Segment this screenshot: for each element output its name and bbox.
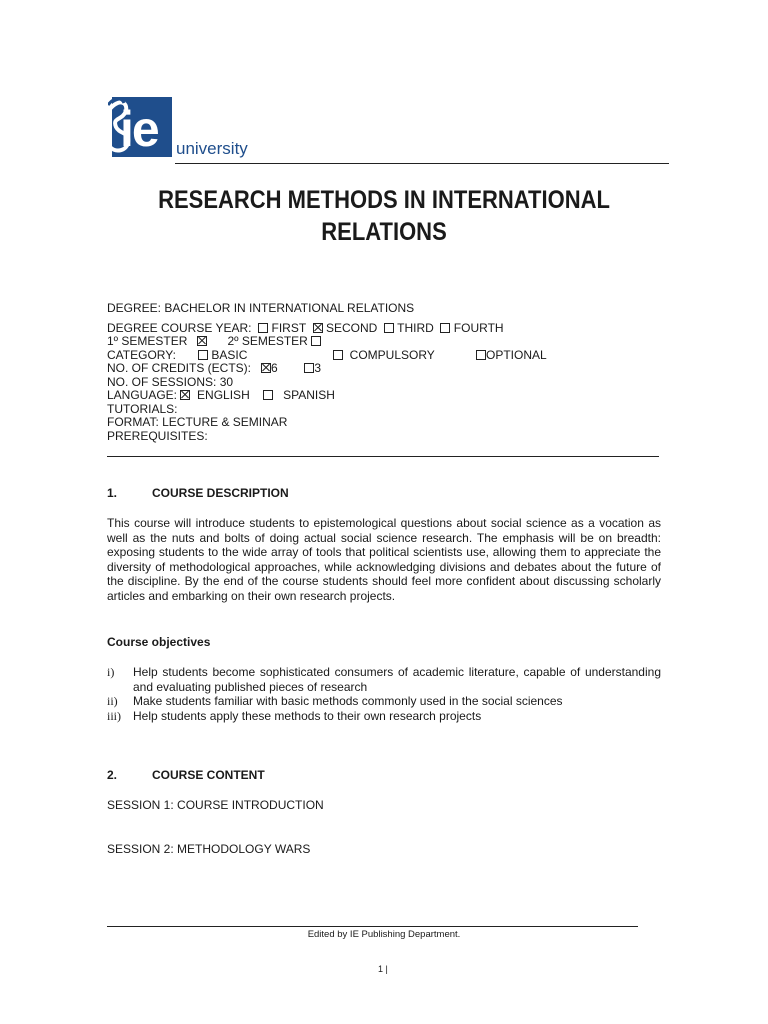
course-description-text: This course will introduce students to epistemological questions about social science as a vocation as well as the nuts and bolts of doing actual social science research. The emphasis will be on breadth: exposing students to the wide array of tools that political scientists use, allowing them to appreciate the diversity of methodological approaches, while acknowledging divisions and debates about the future of the discipline. By the end of the course students should feel more confident about discussing scholarly articles and embarking on their own research projects. — [107, 516, 661, 603]
language-row — [107, 388, 335, 402]
section1-number: 1. — [107, 486, 118, 500]
objective-marker: ii) — [107, 694, 118, 708]
year-first-label: FIRST — [271, 321, 306, 335]
checkbox-optional[interactable] — [476, 350, 486, 360]
checkbox-credits-3[interactable] — [304, 363, 314, 373]
tutorials-line: TUTORIALS: — [107, 402, 178, 416]
objective-item — [107, 709, 661, 724]
objectives-list — [107, 665, 661, 724]
credits-3-label: 3 — [314, 361, 322, 375]
objective-text: Help students apply these methods to their own research projects — [133, 709, 482, 723]
objective-text: Help students become sophisticated consumers of academic literature, capable of understanding and evaluating published pieces of research — [133, 665, 661, 694]
checkbox-first[interactable] — [258, 323, 268, 333]
section2-heading: COURSE CONTENT — [152, 768, 265, 782]
footer-edited: Edited by IE Publishing Department. — [307, 929, 461, 940]
title-line-1: RESEARCH METHODS IN INTERNATIONAL — [158, 186, 610, 214]
spanish-label: SPANISH — [283, 388, 335, 402]
category-label: CATEGORY: — [107, 348, 176, 362]
course-year-label: DEGREE COURSE YEAR: — [107, 321, 252, 335]
header-rule — [175, 163, 669, 164]
objective-text: Make students familiar with basic methods commonly used in the social sciences — [133, 694, 563, 708]
checkbox-credits-6[interactable] — [261, 363, 271, 373]
course-year-row — [107, 321, 504, 335]
compulsory-label: COMPULSORY — [349, 348, 435, 362]
format-line: FORMAT: LECTURE & SEMINAR — [107, 415, 288, 429]
session-1-line: SESSION 1: COURSE INTRODUCTION — [107, 798, 324, 812]
english-label: ENGLISH — [197, 388, 250, 402]
credits-label: NO. OF CREDITS (ECTS): — [107, 361, 251, 375]
checkbox-semester2[interactable] — [311, 336, 321, 346]
semester-row — [107, 334, 321, 348]
title-line-2: RELATIONS — [321, 218, 447, 246]
degree-line: DEGREE: BACHELOR IN INTERNATIONAL RELATIONS — [107, 301, 415, 315]
year-second-label: SECOND — [325, 321, 378, 335]
objective-marker: iii) — [107, 709, 121, 723]
semester2-label: 2º SEMESTER — [227, 334, 308, 348]
year-third-label: THIRD — [397, 321, 434, 335]
year-fourth-label: FOURTH — [453, 321, 504, 335]
semester1-label: 1º SEMESTER — [107, 334, 188, 348]
checkbox-english[interactable] — [180, 390, 190, 400]
sessions-line: NO. OF SESSIONS: 30 — [107, 375, 234, 389]
info-rule — [107, 456, 659, 457]
objective-item — [107, 665, 661, 694]
section2-number: 2. — [107, 768, 118, 782]
basic-label: BASIC — [211, 348, 248, 362]
footer-rule — [107, 926, 638, 927]
checkbox-third[interactable] — [384, 323, 394, 333]
prerequisites-line: PREREQUISITES: — [107, 429, 208, 443]
category-basic — [198, 348, 247, 362]
category-optional — [476, 348, 547, 362]
objectives-heading: Course objectives — [107, 635, 211, 649]
language-label: LANGUAGE: — [107, 388, 178, 402]
credits-6-label: 6 — [271, 361, 278, 375]
checkbox-spanish[interactable] — [263, 390, 273, 400]
optional-label: OPTIONAL — [486, 348, 547, 362]
category-compulsory — [333, 348, 435, 362]
objective-item — [107, 694, 661, 709]
ie-university-logo — [108, 95, 258, 160]
logo-university-text: university — [176, 139, 248, 158]
document-title — [99, 184, 669, 248]
page-number: 1 | — [378, 964, 388, 974]
logo-ie-text: ie — [120, 101, 158, 157]
checkbox-second[interactable] — [313, 323, 323, 333]
session-2-line: SESSION 2: METHODOLOGY WARS — [107, 842, 311, 856]
checkbox-basic[interactable] — [198, 350, 208, 360]
checkbox-fourth[interactable] — [440, 323, 450, 333]
objective-marker: i) — [107, 665, 115, 679]
checkbox-compulsory[interactable] — [333, 350, 343, 360]
credits-row — [107, 361, 321, 375]
section1-heading: COURSE DESCRIPTION — [152, 486, 289, 500]
checkbox-semester1[interactable] — [197, 336, 207, 346]
